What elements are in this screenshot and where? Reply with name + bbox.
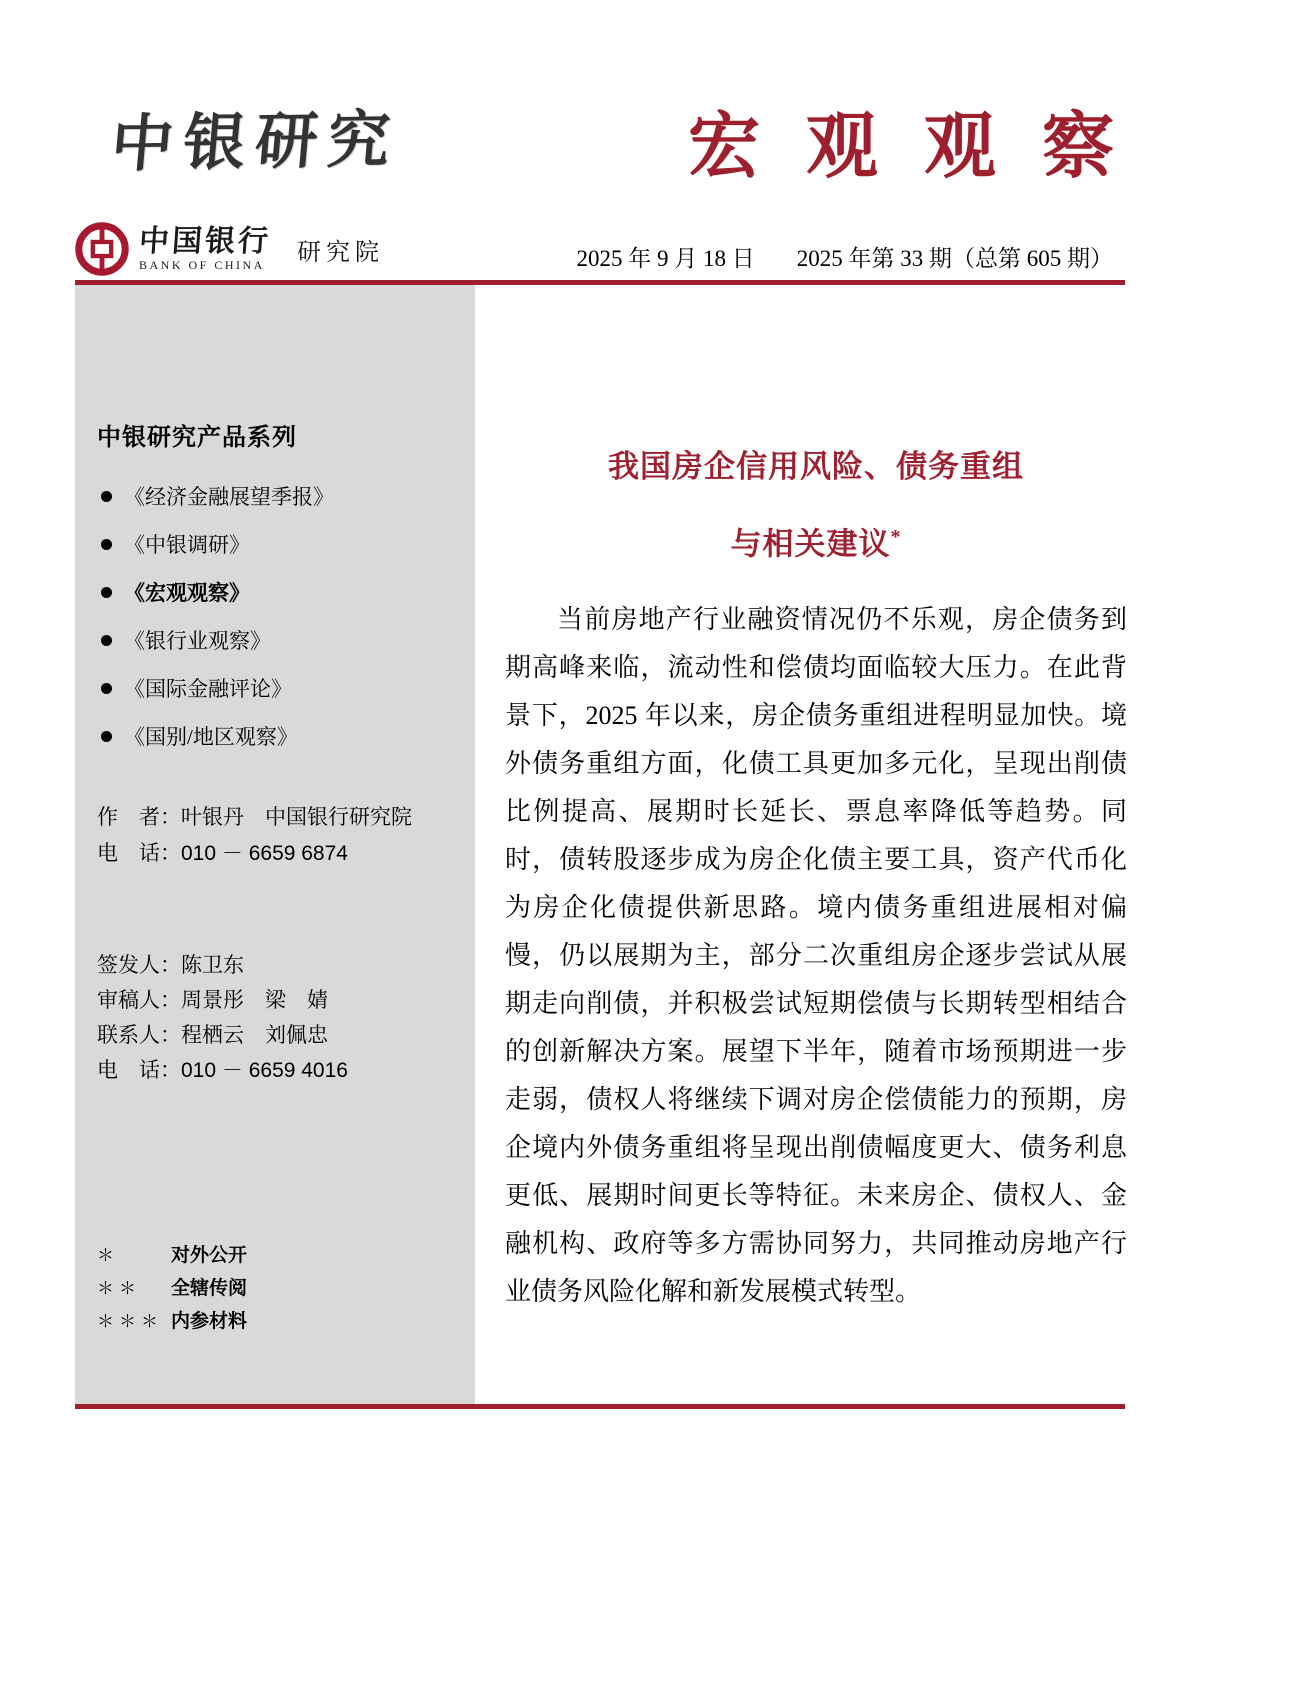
author-phone-line: 电 话：010 － 6659 6874 [97,842,348,865]
footnote-row-public [97,1240,453,1273]
author-line: 作 者：叶银丹 中国银行研究院 [97,806,412,829]
bullet-icon [101,587,112,598]
series-item-label: 《经济金融展望季报》 [124,485,334,509]
series-item-label: 《银行业观察》 [124,629,271,653]
title-footnote-mark: * [890,526,902,548]
series-item-banking-observation [97,616,453,664]
research-institute-label: 研究院 [297,238,384,266]
signoff-info-block [97,948,453,1088]
contact-line: 联系人：程栖云 刘佩忠 [97,1024,328,1047]
footnote-label: 对外公开 [171,1245,248,1266]
footnote-mark: ＊＊＊ [97,1312,163,1331]
bullet-icon [101,539,112,550]
series-item-label: 《国别/地区观察》 [124,725,298,749]
masthead-title: 宏 观 观 察 [687,107,1128,187]
footnote-mark: ＊ [97,1246,119,1265]
zhongyin-research-calligraphy-logo: 中银研究 [108,106,403,180]
contact-phone-line: 电 话：010 － 6659 4016 [97,1059,348,1082]
bullet-icon [101,683,112,694]
report-title-line1: 我国房企信用风险、债务重组 [608,449,1024,484]
author-info-block [97,800,453,872]
report-title-line2 [505,502,1127,579]
series-item-economic-outlook [97,472,453,520]
footnote-row-internal-reference [97,1306,453,1339]
series-title: 中银研究产品系列 [97,424,297,451]
report-title-line2-text: 与相关建议 [730,526,891,562]
bank-name-block [139,226,271,273]
bullet-icon [101,491,112,502]
series-item-label: 《中银调研》 [124,533,250,557]
series-item-label: 《宏观观察》 [124,581,250,605]
report-title [505,432,1127,579]
issuer-line: 签发人：陈卫东 [97,954,244,977]
reviewer-line: 审稿人：周景彤 梁 婧 [97,989,328,1012]
abstract-paragraph: 当前房地产行业融资情况仍不乐观，房企债务到期高峰来临，流动性和偿债均面临较大压力。在此背景下，2025 年以来，房企债务重组进程明显加快。境外债务重组方面，化债工具更加多元化，呈现出削债比例提高、展期时长延长、票息率降低等趋势。同时，债转股逐步成为房企化债主要工具，资产代币化为房企化债提供新思路。境内债务重组进展相对偏慢，仍以展期为主，部分二次重组房企逐步尝试从展期走向削债，并积极尝试短期偿债与长期转型相结合的创新解决方案。展望下半年，随着市场预期进一步走弱，债权人将继续下调对房企偿债能力的预期，房企境内外债务重组将呈现出削债幅度更大、债务利息更低、展期时间更长等特征。未来房企、债权人、金融机构、政府等多方需协同努力，共同推动房地产行业债务风险化解和新发展模式转型。 [505,605,1127,1306]
footnote-label: 内参材料 [171,1311,248,1332]
bank-name-chinese: 中国银行 [137,224,273,258]
sidebar [75,285,475,1404]
issue-number: 2025 年第 33 期（总第 605 期） [796,246,1113,271]
bullet-icon [101,731,112,742]
date-issue-row [505,240,1127,273]
series-item-intl-finance-review [97,664,453,712]
footnote-mark: ＊＊ [97,1279,141,1298]
bullet-icon [101,635,112,646]
footer-divider-rule [75,1404,1125,1409]
bank-identity-row [75,220,384,278]
footnote-row-internal-circulation [97,1273,453,1306]
series-item-macro-observation [97,568,453,616]
publication-date: 2025 年 9 月 18 日 [576,246,755,271]
bank-of-china-logo-icon [75,222,129,276]
bank-name-english: BANK OF CHINA [139,257,265,272]
series-item-boc-survey [97,520,453,568]
footnote-legend [97,1240,453,1339]
footnote-label: 全辖传阅 [171,1278,248,1299]
series-item-label: 《国际金融评论》 [124,677,292,701]
series-item-country-region-observation [97,712,453,760]
